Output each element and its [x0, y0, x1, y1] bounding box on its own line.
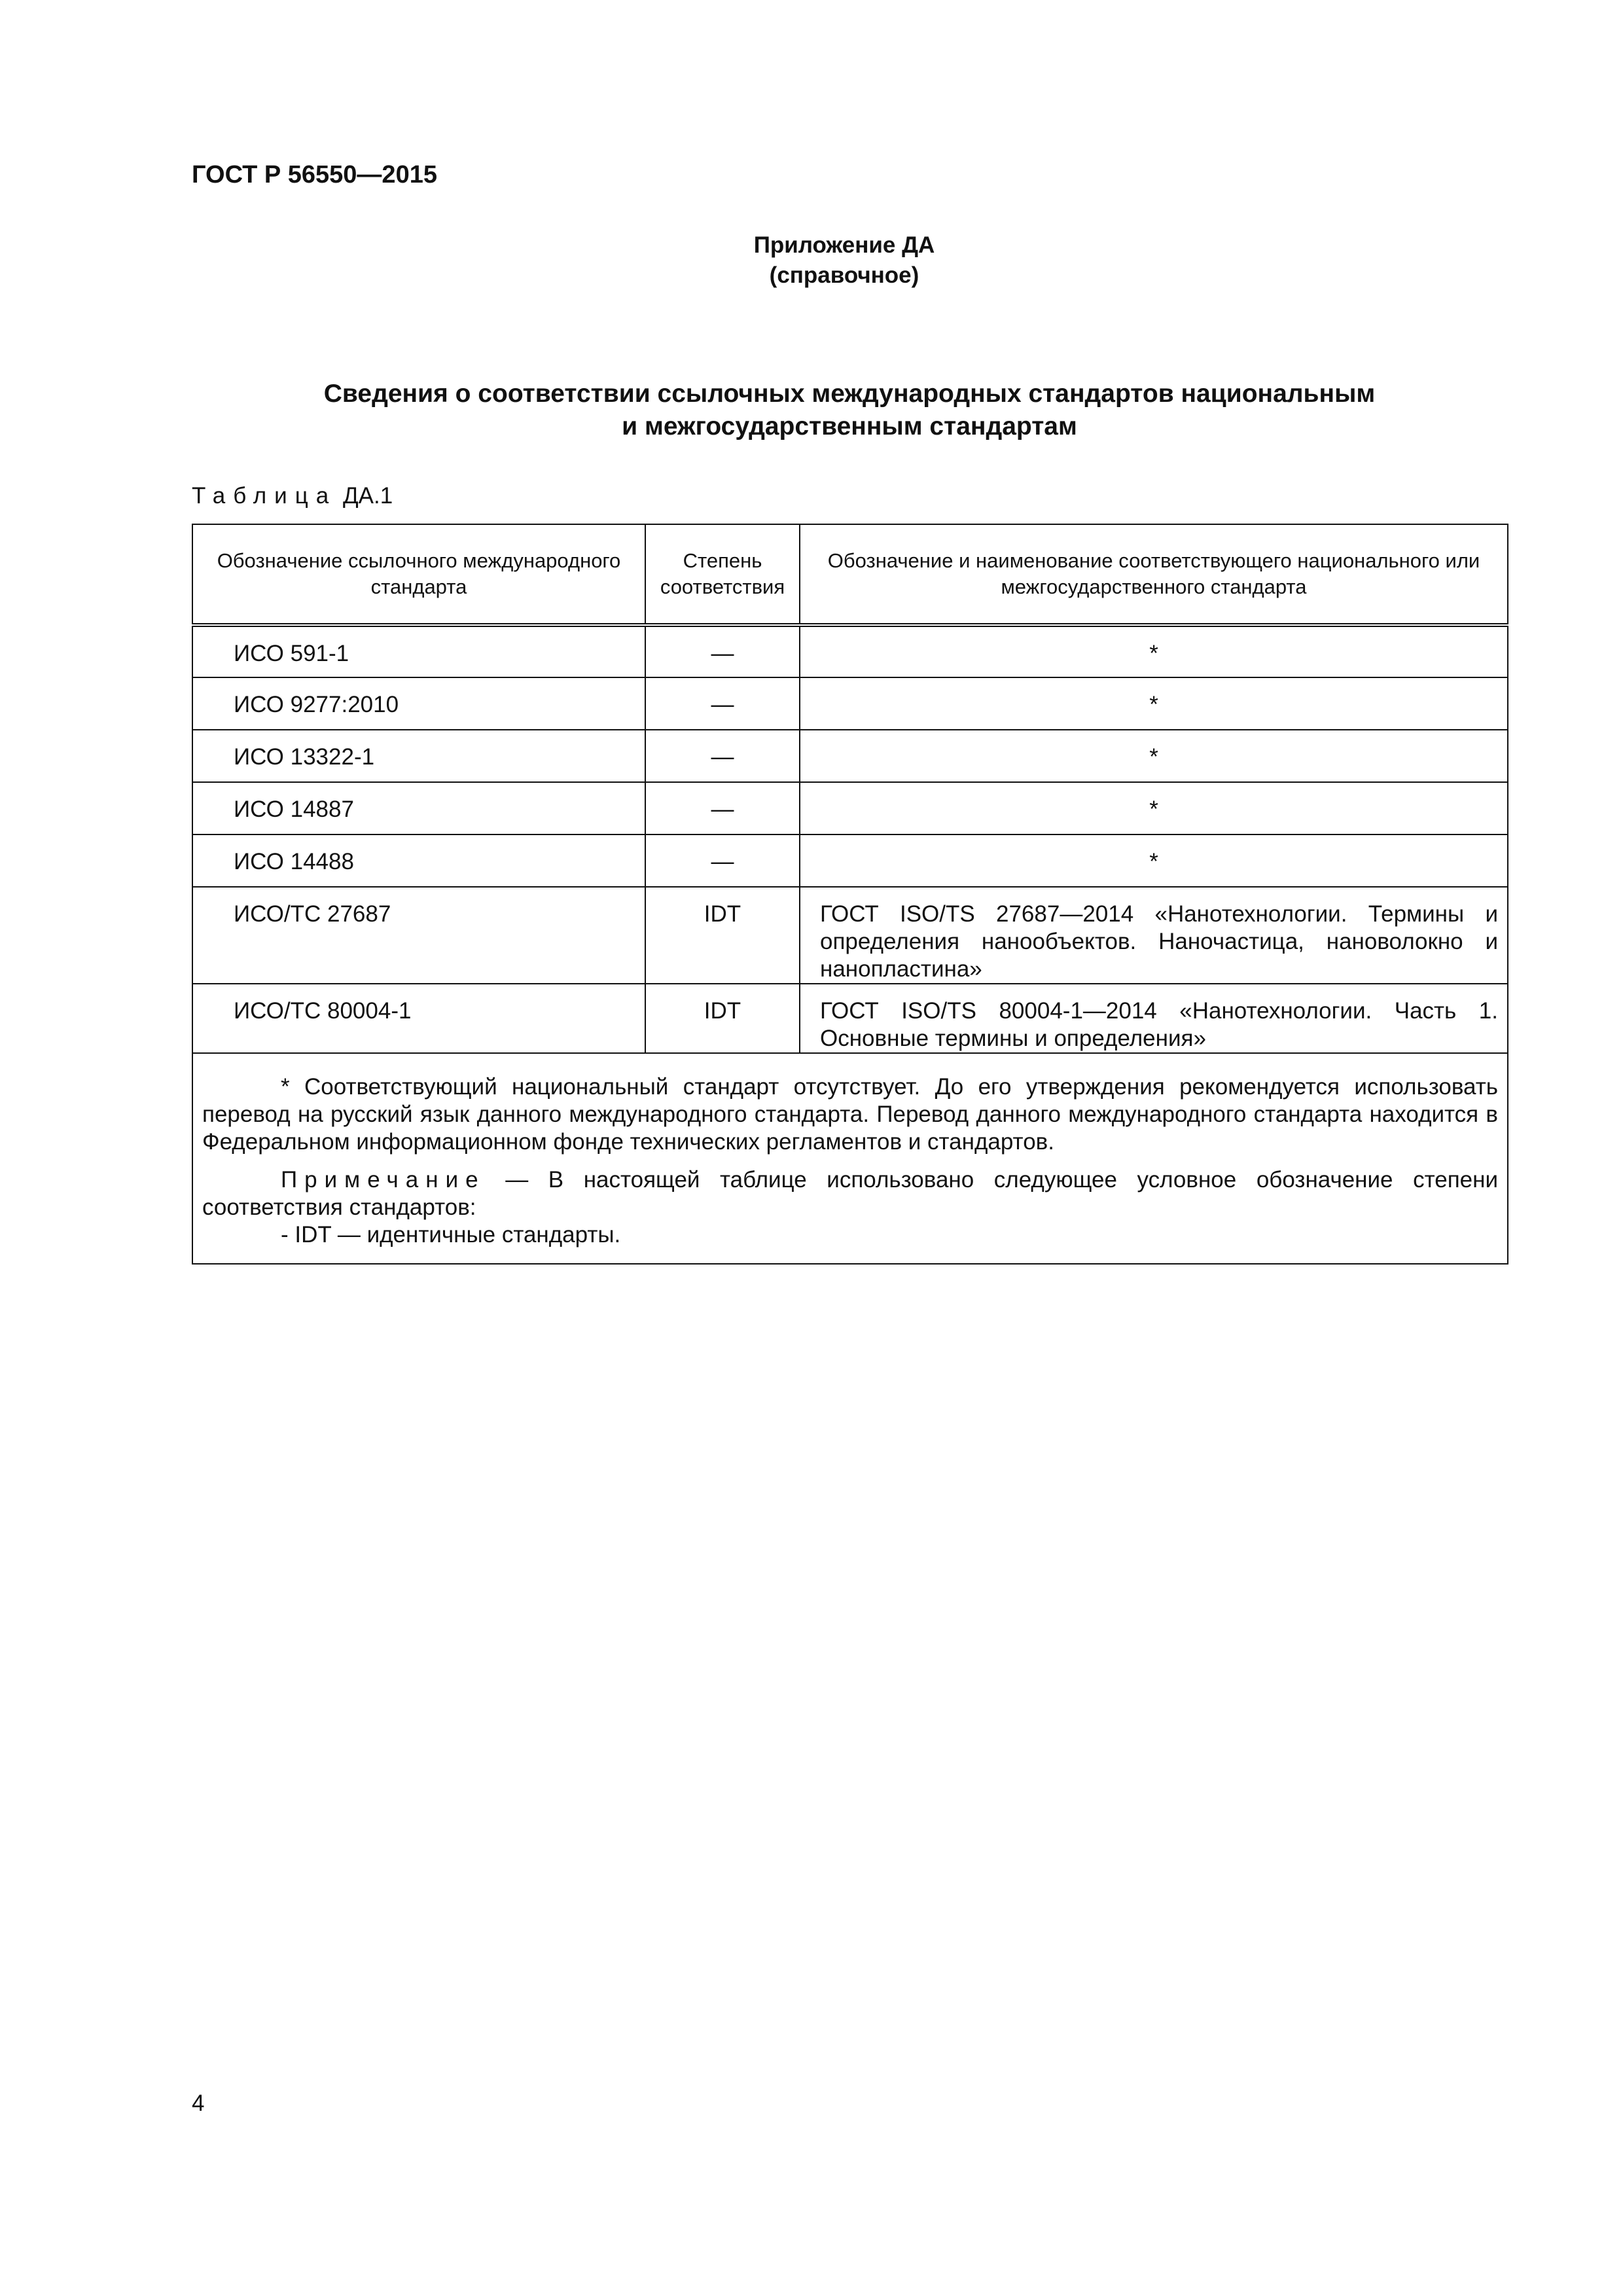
- table-caption-word: Таблица: [192, 483, 337, 509]
- cell-intl: ИСО 13322-1: [192, 730, 645, 782]
- cell-national: ГОСТ ISO/TS 27687—2014 «Нанотехнологии. Термины и определения нанообъектов. Наночастица, нановолокно и нанопластина»: [800, 887, 1508, 984]
- cell-national: *: [800, 625, 1508, 677]
- table-row: [192, 730, 1508, 782]
- note-item: - IDT — идентичные стандарты.: [281, 1222, 621, 1247]
- cell-degree: —: [645, 782, 800, 834]
- table-caption: [192, 483, 393, 509]
- table-row: [192, 984, 1508, 1053]
- cell-degree: —: [645, 730, 800, 782]
- cell-intl: ИСО/ТС 80004-1: [192, 984, 645, 1053]
- table-row: [192, 677, 1508, 730]
- cell-intl: ИСО 591-1: [192, 625, 645, 677]
- table-row: [192, 782, 1508, 834]
- cell-national: *: [800, 730, 1508, 782]
- heading-line-1: Сведения о соответствии ссылочных международных стандартов национальным: [323, 380, 1376, 408]
- appendix-header: [0, 230, 1623, 291]
- note: [202, 1166, 1498, 1221]
- table-row: [192, 625, 1508, 677]
- appendix-type: (справочное): [769, 262, 919, 288]
- column-header-national: Обозначение и наименование соответствующего национального или межгосударственного стандарта: [800, 524, 1508, 625]
- cell-intl: ИСО 14887: [192, 782, 645, 834]
- cell-degree: —: [645, 625, 800, 677]
- cell-degree: IDT: [645, 887, 800, 984]
- column-header-degree: Степень соответствия: [645, 524, 800, 625]
- heading-line-2: и межгосударственным стандартам: [622, 412, 1077, 440]
- cell-intl: ИСО 9277:2010: [192, 677, 645, 730]
- cell-degree: —: [645, 677, 800, 730]
- table-footer-row: [192, 1053, 1508, 1264]
- footnote: * Соответствующий национальный стандарт отсутствует. До его утверждения рекомендуется использовать перевод на русский язык данного международного стандарта. Перевод данного международного стандарта находится в Федеральном информационном фонде технических регламентов и стандартов.: [202, 1074, 1498, 1155]
- cell-intl: ИСО/ТС 27687: [192, 887, 645, 984]
- cell-national: *: [800, 677, 1508, 730]
- cell-national: *: [800, 834, 1508, 887]
- column-header-intl: Обозначение ссылочного международного стандарта: [192, 524, 645, 625]
- section-heading: [192, 378, 1507, 443]
- table-row: [192, 834, 1508, 887]
- table-footer: [192, 1053, 1508, 1264]
- cell-national: ГОСТ ISO/TS 80004-1—2014 «Нанотехнологии. Часть 1. Основные термины и определения»: [800, 984, 1508, 1053]
- note-text: — В настоящей таблице использовано следующее условное обозначение степени соответствия стандартов:: [202, 1167, 1498, 1220]
- appendix-title: Приложение ДА: [753, 232, 935, 258]
- page-number: 4: [192, 2090, 205, 2116]
- document-code: ГОСТ Р 56550—2015: [192, 161, 437, 188]
- cell-degree: IDT: [645, 984, 800, 1053]
- cell-degree: —: [645, 834, 800, 887]
- cell-national: *: [800, 782, 1508, 834]
- cell-intl: ИСО 14488: [192, 834, 645, 887]
- note-label: Примечание: [281, 1167, 486, 1193]
- table-row: [192, 887, 1508, 984]
- table-caption-number: ДА.1: [342, 483, 393, 509]
- table-header-row: [192, 524, 1508, 625]
- standards-correspondence-table: [192, 524, 1508, 1265]
